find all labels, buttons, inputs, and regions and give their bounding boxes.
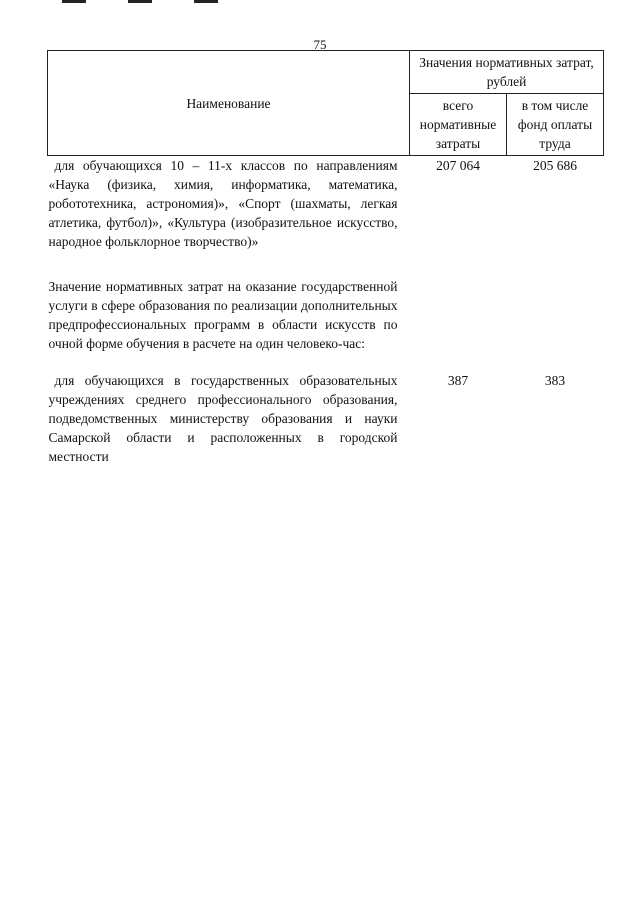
row-total-value: 207 064 bbox=[436, 158, 480, 173]
column-header-total: всего нормативные затраты bbox=[410, 94, 507, 156]
cost-norms-table bbox=[47, 50, 604, 466]
table-row bbox=[48, 156, 604, 252]
row-description: для обучающихся 10 – 11-х классов по направлениям «Наука (физика, химия, информатика, математика, робототехника, астрономия)», «Спорт (шахматы, легкая атлетика, футбол)», «Культура (изобразительное искусство, народное фольклорное творчество)» bbox=[48, 158, 398, 249]
row-description: Значение нормативных затрат на оказание государственной услуги в сфере образования по реализации дополнительных предпрофессиональных программ в области искусств по очной форме обучения в расчете на один человеко-час: bbox=[48, 279, 398, 351]
column-header-cost-values: Значения нормативных затрат, рублей bbox=[410, 51, 604, 94]
scan-mark-1 bbox=[62, 0, 86, 3]
row-spacer bbox=[48, 353, 604, 371]
row-description: для обучающихся в государственных образовательных учреждениях среднего профессионального образования, подведомственных министерству образования и науки Самарской области и расположенных в городской местности bbox=[48, 373, 398, 464]
column-header-wage-fund: в том числе фонд оплаты труда bbox=[507, 94, 604, 156]
table-row bbox=[48, 371, 604, 466]
page-number: 75 bbox=[313, 37, 327, 52]
column-header-name: Наименование bbox=[48, 51, 410, 156]
table-row bbox=[48, 277, 604, 353]
row-total-value bbox=[410, 277, 507, 353]
row-wage-value: 205 686 bbox=[533, 158, 577, 173]
row-wage-value: 383 bbox=[544, 373, 566, 388]
scan-mark-3 bbox=[194, 0, 218, 3]
row-total-value: 387 bbox=[447, 373, 469, 388]
scan-mark-2 bbox=[128, 0, 152, 3]
row-spacer bbox=[48, 251, 604, 277]
row-wage-value bbox=[507, 277, 604, 353]
